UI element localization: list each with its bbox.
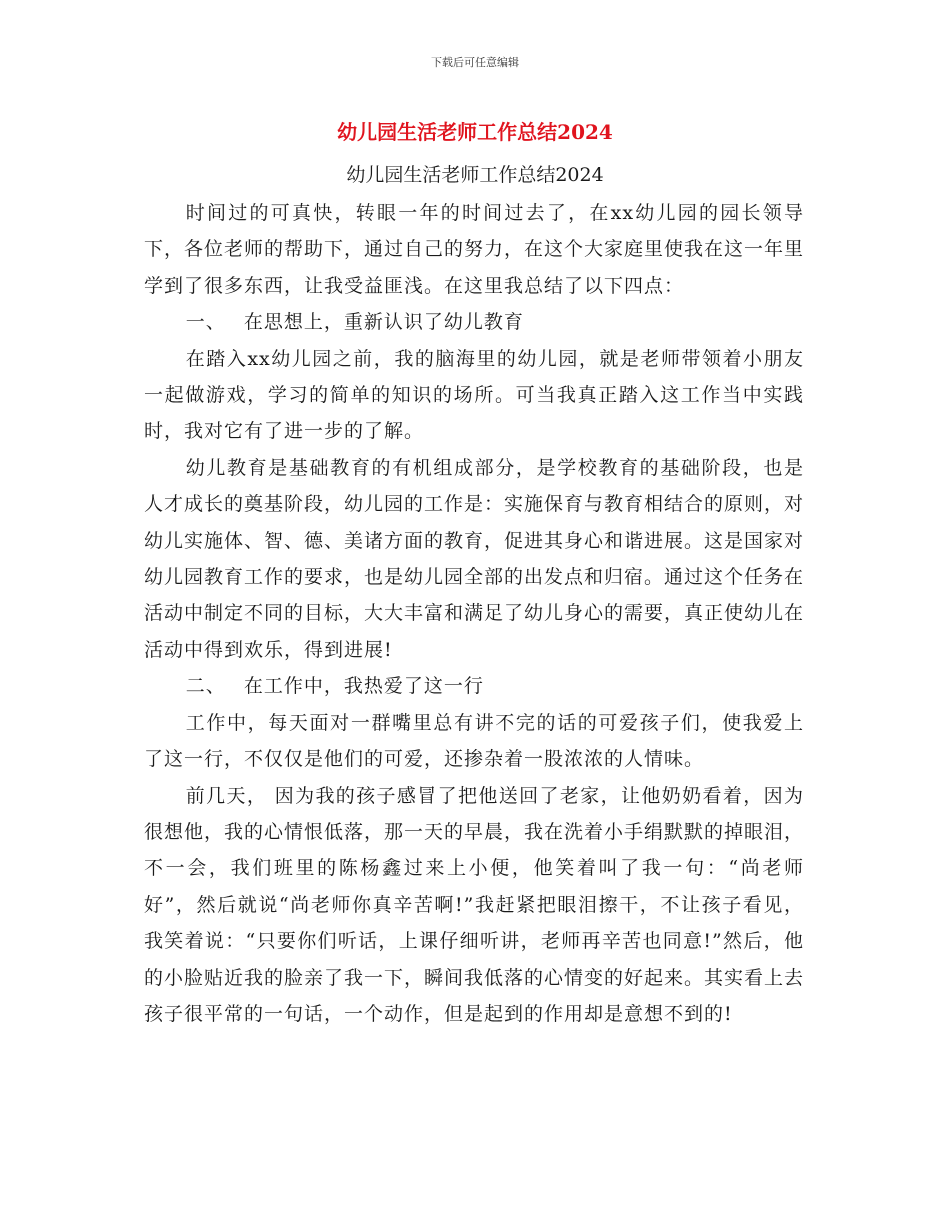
document-subtitle: 幼儿园生活老师工作总结2024 [346, 164, 604, 186]
document-title: 幼儿园生活老师工作总结2024 [337, 120, 613, 144]
section-number: 一、 [185, 311, 226, 334]
paragraph-1: 在踏入xx幼儿园之前，我的脑海里的幼儿园，就是老师带领着小朋友一起做游戏，学习的简单的知识的场所。可当我真正踏入这工作当中实践时，我对它有了进一步的了解。 [144, 347, 804, 443]
section-heading-text: 在工作中，我热爱了这一行 [243, 675, 484, 698]
paragraph-4: 前几天， 因为我的孩子感冒了把他送回了老家，让他奶奶看着，因为很想他，我的心情恨低落，那一天的早晨，我在洗着小手绢默默的掉眼泪，不一会，我们班里的陈杨鑫过来上小便，他笑着叫了我一句：“尚老师好”，然后就说“尚老师你真辛苦啊!”我赶紧把眼泪擦干，不让孩子看见，我笑着说：“只要你们听话，上课仔细听讲，老师再辛苦也同意!”然后，他的小脸贴近我的脸亲了我一下，瞬间我低落的心情变的好起来。其实看上去孩子很平常的一句话，一个动作，但是起到的作用却是意想不到的! [144, 784, 805, 1025]
section-heading-1 [144, 304, 804, 340]
paragraph-3: 工作中，每天面对一群嘴里总有讲不完的话的可爱孩子们，使我爱上了这一行，不仅仅是他们的可爱，还掺杂着一股浓浓的人情味。 [144, 711, 804, 771]
paragraph-2: 幼儿教育是基础教育的有机组成部分，是学校教育的基础阶段，也是人才成长的奠基阶段，幼儿园的工作是：实施保育与教育相结合的原则，对幼儿实施体、智、德、美诸方面的教育，促进其身心和谐进展。这是国家对幼儿园教育工作的要求，也是幼儿园全部的出发点和归宿。通过这个任务在活动中制定不同的目标，大大丰富和满足了幼儿身心的需要，真正使幼儿在活动中得到欢乐，得到进展! [144, 456, 805, 661]
header-note: 下载后可任意编辑 [431, 56, 519, 69]
section-number: 二、 [185, 675, 226, 698]
paragraph-intro: 时间过的可真快，转眼一年的时间过去了，在xx幼儿园的园长领导下，各位老师的帮助下，通过自己的努力，在这个大家庭里使我在这一年里学到了很多东西，让我受益匪浅。在这里我总结了以下四点： [144, 202, 805, 297]
document-body [144, 195, 804, 1032]
section-heading-2 [144, 668, 804, 704]
section-heading-text: 在思想上，重新认识了幼儿教育 [243, 311, 524, 334]
